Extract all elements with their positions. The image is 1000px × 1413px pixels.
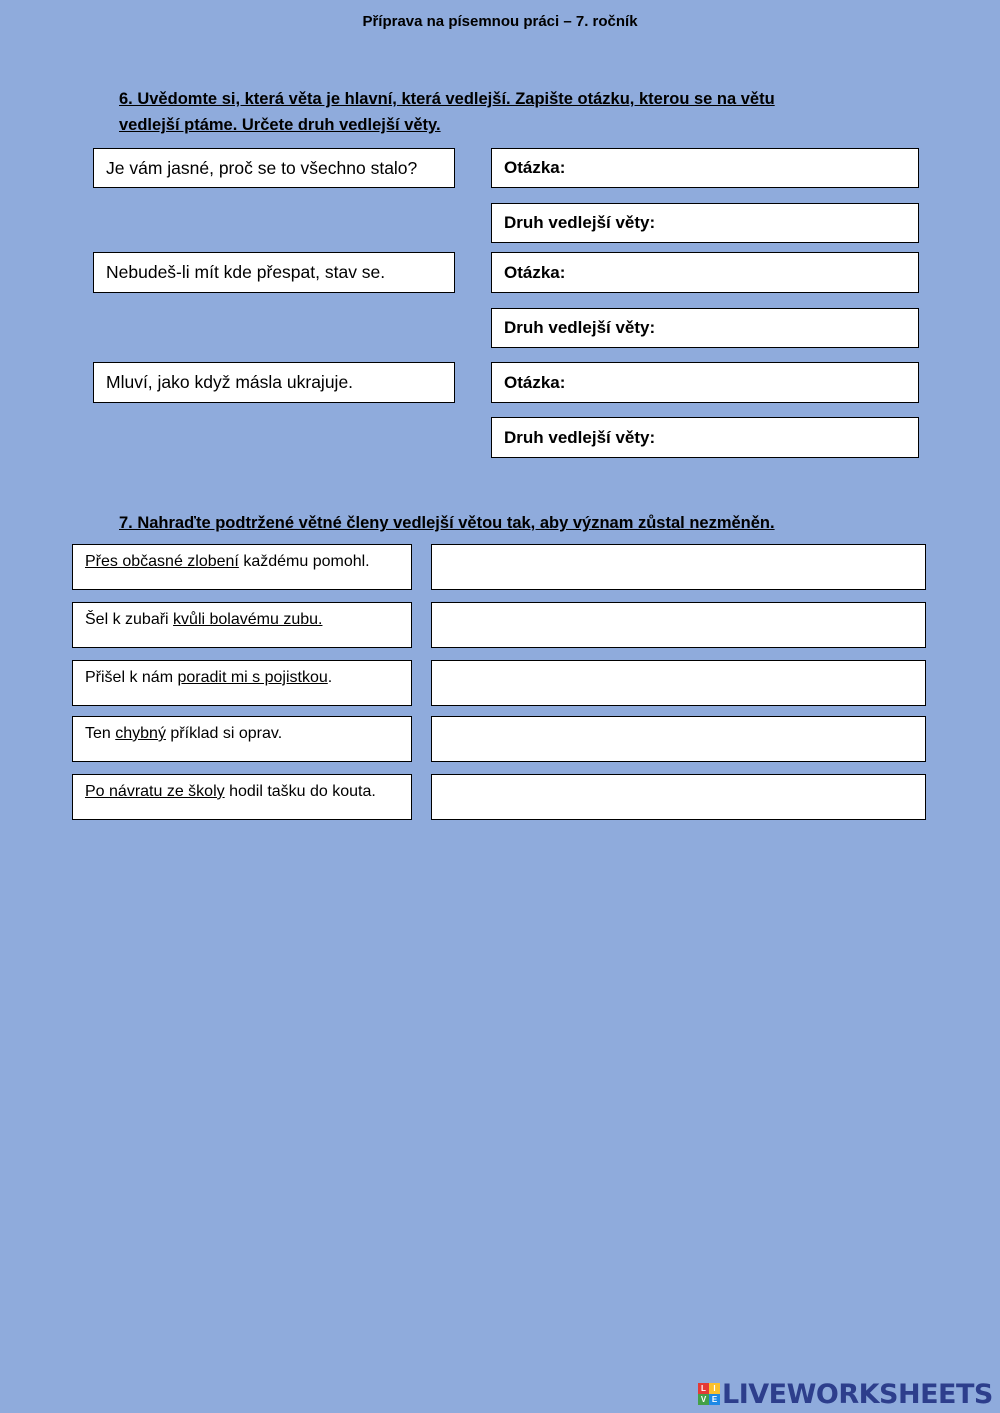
task6-type-input-1[interactable]: Druh vedlejší věty:	[491, 203, 919, 243]
sentence-text: Ten	[85, 725, 116, 742]
logo-text: LIVEWORKSHEETS	[722, 1378, 993, 1410]
task7-answer-input-2[interactable]	[431, 602, 926, 648]
sentence-text: každému pomohl.	[238, 553, 370, 570]
task6-sentence-1: Je vám jasné, proč se to všechno stalo?	[93, 148, 455, 188]
task7-sentence-4	[72, 716, 412, 762]
task6-sentence-2: Nebudeš-li mít kde přespat, stav se.	[93, 252, 455, 293]
sentence-text: hodil tašku do kouta.	[224, 783, 376, 800]
task6-heading-line1: 6. Uvědomte si, která věta je hlavní, která vedlejší. Zapište otázku, kterou se na větu	[119, 90, 775, 108]
underlined-phrase: poradit mi s pojistkou	[177, 669, 328, 686]
sentence-text: příklad si oprav.	[165, 725, 283, 742]
logo-letter: V	[698, 1394, 709, 1405]
task7-answer-input-4[interactable]	[431, 716, 926, 762]
sentence-text: .	[327, 669, 333, 686]
task7-sentence-5	[72, 774, 412, 820]
task7-sentence-2	[72, 602, 412, 648]
sentence-text: Přišel k nám	[85, 669, 178, 686]
liveworksheets-logo-icon	[698, 1383, 720, 1405]
task6-type-input-2[interactable]: Druh vedlejší věty:	[491, 308, 919, 348]
task7-heading: 7. Nahraďte podtržené větné členy vedlejší větou tak, aby význam zůstal nezměněn.	[119, 514, 775, 532]
logo-letter: I	[709, 1383, 720, 1394]
task6-type-input-3[interactable]: Druh vedlejší věty:	[491, 417, 919, 458]
task6-question-input-2[interactable]: Otázka:	[491, 252, 919, 293]
task6-sentence-3: Mluví, jako když másla ukrajuje.	[93, 362, 455, 403]
task6-question-input-3[interactable]: Otázka:	[491, 362, 919, 403]
task7-answer-input-3[interactable]	[431, 660, 926, 706]
task7-sentence-1	[72, 544, 412, 590]
underlined-phrase: chybný	[115, 725, 166, 742]
underlined-phrase: Přes občasné zlobení	[85, 553, 239, 570]
logo-letter: E	[709, 1394, 720, 1405]
logo-letter: L	[698, 1383, 709, 1394]
sentence-text: Šel k zubaři	[85, 611, 174, 628]
task7-answer-input-1[interactable]	[431, 544, 926, 590]
page-title: Příprava na písemnou práci – 7. ročník	[362, 13, 638, 30]
task7-sentence-3	[72, 660, 412, 706]
task6-heading-line2: vedlejší ptáme. Určete druh vedlejší věty.	[119, 116, 441, 134]
task6-question-input-1[interactable]: Otázka:	[491, 148, 919, 188]
underlined-phrase: kvůli bolavému zubu.	[173, 611, 323, 628]
task7-answer-input-5[interactable]	[431, 774, 926, 820]
underlined-phrase: Po návratu ze školy	[85, 783, 225, 800]
liveworksheets-logo	[698, 1378, 993, 1410]
task6-heading	[119, 86, 879, 138]
